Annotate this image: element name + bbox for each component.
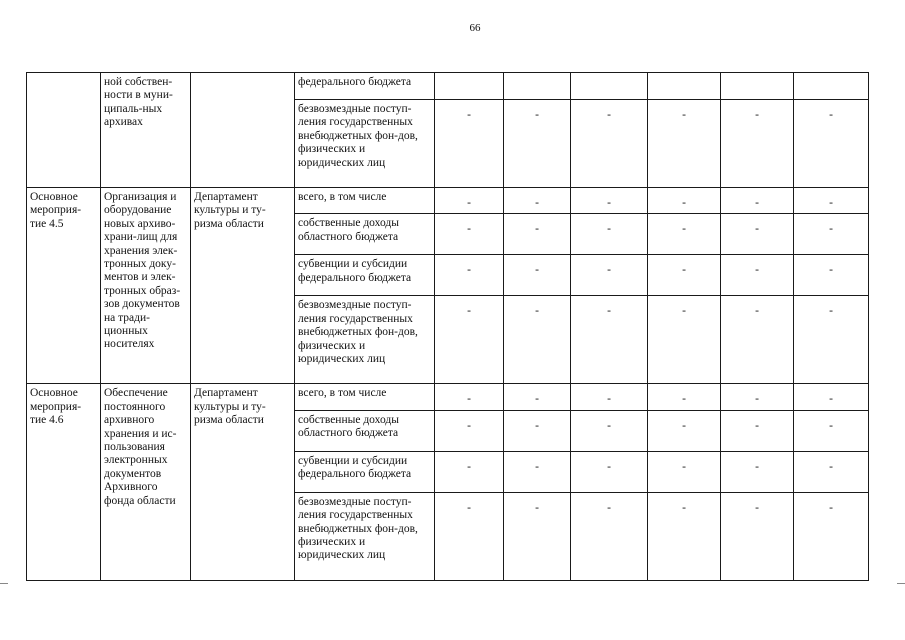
value-cell — [435, 492, 504, 580]
value-cell — [435, 384, 504, 410]
value-cell — [721, 451, 794, 492]
value-text: - — [755, 305, 759, 318]
value-cell — [648, 451, 721, 492]
value-cell — [648, 255, 721, 296]
value-text: - — [607, 419, 611, 432]
name-cell: Обеспечение постоянного архивного хранения и ис-пользования электронных документов Архивного фонда области — [101, 384, 191, 580]
event-cell: Основное мероприя-тие 4.5 — [27, 188, 101, 384]
value-cell — [571, 100, 648, 188]
value-cell — [721, 214, 794, 255]
value-text: - — [535, 305, 539, 318]
value-text: - — [467, 460, 471, 473]
value-cell — [435, 188, 504, 214]
value-cell — [571, 492, 648, 580]
value-cell — [504, 410, 571, 451]
value-cell — [648, 214, 721, 255]
value-cell — [435, 73, 504, 100]
value-cell — [721, 100, 794, 188]
value-cell — [571, 214, 648, 255]
value-cell — [504, 100, 571, 188]
value-text: - — [829, 393, 833, 406]
value-text: - — [755, 419, 759, 432]
value-text: - — [467, 197, 471, 209]
value-text: - — [467, 501, 471, 514]
value-text: - — [829, 305, 833, 318]
value-cell — [794, 73, 869, 100]
value-text: - — [682, 419, 686, 432]
funding-source-cell: всего, в том числе — [295, 384, 435, 410]
value-text: - — [607, 460, 611, 473]
value-text: - — [682, 109, 686, 121]
value-cell — [721, 188, 794, 214]
value-cell — [721, 410, 794, 451]
value-text: - — [467, 419, 471, 432]
value-text: - — [755, 460, 759, 473]
value-text: - — [755, 109, 759, 121]
value-cell — [794, 296, 869, 384]
funding-source-cell: субвенции и субсидии федерального бюджета — [295, 451, 435, 492]
value-cell — [794, 100, 869, 188]
value-cell — [794, 214, 869, 255]
value-text: - — [682, 393, 686, 406]
value-cell — [721, 255, 794, 296]
value-text: - — [755, 501, 759, 514]
value-text: - — [607, 223, 611, 236]
value-cell — [794, 451, 869, 492]
value-cell — [648, 100, 721, 188]
value-cell — [721, 73, 794, 100]
value-cell — [435, 100, 504, 188]
value-text: - — [467, 264, 471, 277]
value-text: - — [467, 223, 471, 236]
funding-source-cell: федерального бюджета — [295, 73, 435, 100]
funding-source-cell: всего, в том числе — [295, 188, 435, 214]
value-cell — [435, 214, 504, 255]
value-text: - — [535, 197, 539, 209]
executor-cell — [191, 73, 295, 188]
value-text: - — [682, 460, 686, 473]
funding-source-cell: собственные доходы областного бюджета — [295, 410, 435, 451]
value-text: - — [535, 501, 539, 514]
value-text: - — [682, 197, 686, 209]
value-cell — [648, 410, 721, 451]
value-cell — [571, 188, 648, 214]
event-cell — [27, 73, 101, 188]
value-cell — [504, 255, 571, 296]
name-cell: Организация и оборудование новых архиво-храни-лищ для хранения элек-тронных доку-ментов и элек-тронных образ-зов документов на тради-ционных носителях — [101, 188, 191, 384]
value-cell — [504, 73, 571, 100]
value-cell — [721, 296, 794, 384]
value-cell — [504, 296, 571, 384]
value-text: - — [607, 393, 611, 406]
value-cell — [721, 492, 794, 580]
funding-source-cell: безвозмездные поступ-ления государственных внебюджетных фон-дов, физических и юридических лиц — [295, 100, 435, 188]
value-text: - — [755, 264, 759, 277]
value-cell — [435, 296, 504, 384]
value-cell — [648, 384, 721, 410]
value-text: - — [682, 501, 686, 514]
funding-source-cell: собственные доходы областного бюджета — [295, 214, 435, 255]
table-row — [27, 73, 869, 100]
value-text: - — [755, 223, 759, 236]
page-number: 66 — [469, 22, 481, 34]
value-text: - — [829, 223, 833, 236]
value-cell — [571, 384, 648, 410]
value-cell — [648, 296, 721, 384]
value-text: - — [829, 419, 833, 432]
value-text: - — [829, 264, 833, 277]
value-cell — [571, 410, 648, 451]
value-cell — [435, 255, 504, 296]
value-text: - — [755, 393, 759, 406]
funding-source-cell: безвозмездные поступ-ления государственных внебюджетных фон-дов, физических и юридических лиц — [295, 492, 435, 580]
value-text: - — [535, 393, 539, 406]
value-cell — [504, 492, 571, 580]
value-cell — [504, 451, 571, 492]
value-text: - — [535, 264, 539, 277]
value-text: - — [467, 305, 471, 318]
funding-source-cell: субвенции и субсидии федерального бюджета — [295, 255, 435, 296]
event-cell: Основное мероприя-тие 4.6 — [27, 384, 101, 580]
value-cell — [571, 255, 648, 296]
value-cell — [504, 384, 571, 410]
value-text: - — [607, 109, 611, 121]
value-text: - — [607, 305, 611, 318]
value-cell — [571, 73, 648, 100]
scan-edge-mark — [897, 583, 905, 584]
value-cell — [794, 255, 869, 296]
value-cell — [648, 492, 721, 580]
value-text: - — [829, 197, 833, 209]
value-cell — [571, 451, 648, 492]
value-cell — [435, 451, 504, 492]
value-text: - — [607, 197, 611, 209]
value-text: - — [829, 460, 833, 473]
value-text: - — [607, 501, 611, 514]
value-cell — [794, 410, 869, 451]
value-text: - — [682, 223, 686, 236]
value-cell — [794, 188, 869, 214]
value-text: - — [467, 109, 471, 121]
value-text: - — [607, 264, 611, 277]
budget-table — [26, 72, 869, 581]
value-text: - — [535, 460, 539, 473]
value-text: - — [467, 393, 471, 406]
value-cell — [794, 492, 869, 580]
name-cell: ной собствен-ности в муни-ципаль-ных архивах — [101, 73, 191, 188]
table-row — [27, 188, 869, 214]
executor-cell: Департамент культуры и ту-ризма области — [191, 188, 295, 384]
table-body — [27, 73, 869, 581]
value-text: - — [682, 264, 686, 277]
table-row — [27, 384, 869, 410]
value-text: - — [829, 501, 833, 514]
value-cell — [435, 410, 504, 451]
value-cell — [504, 214, 571, 255]
value-text: - — [535, 419, 539, 432]
value-cell — [648, 188, 721, 214]
executor-cell: Департамент культуры и ту-ризма области — [191, 384, 295, 580]
scan-edge-mark — [0, 583, 8, 584]
value-cell — [794, 384, 869, 410]
value-cell — [721, 384, 794, 410]
value-cell — [504, 188, 571, 214]
value-text: - — [535, 223, 539, 236]
funding-source-cell: безвозмездные поступ-ления государственных внебюджетных фон-дов, физических и юридических лиц — [295, 296, 435, 384]
value-text: - — [535, 109, 539, 121]
value-text: - — [755, 197, 759, 209]
value-cell — [571, 296, 648, 384]
value-text: - — [829, 109, 833, 121]
value-text: - — [682, 305, 686, 318]
value-cell — [648, 73, 721, 100]
